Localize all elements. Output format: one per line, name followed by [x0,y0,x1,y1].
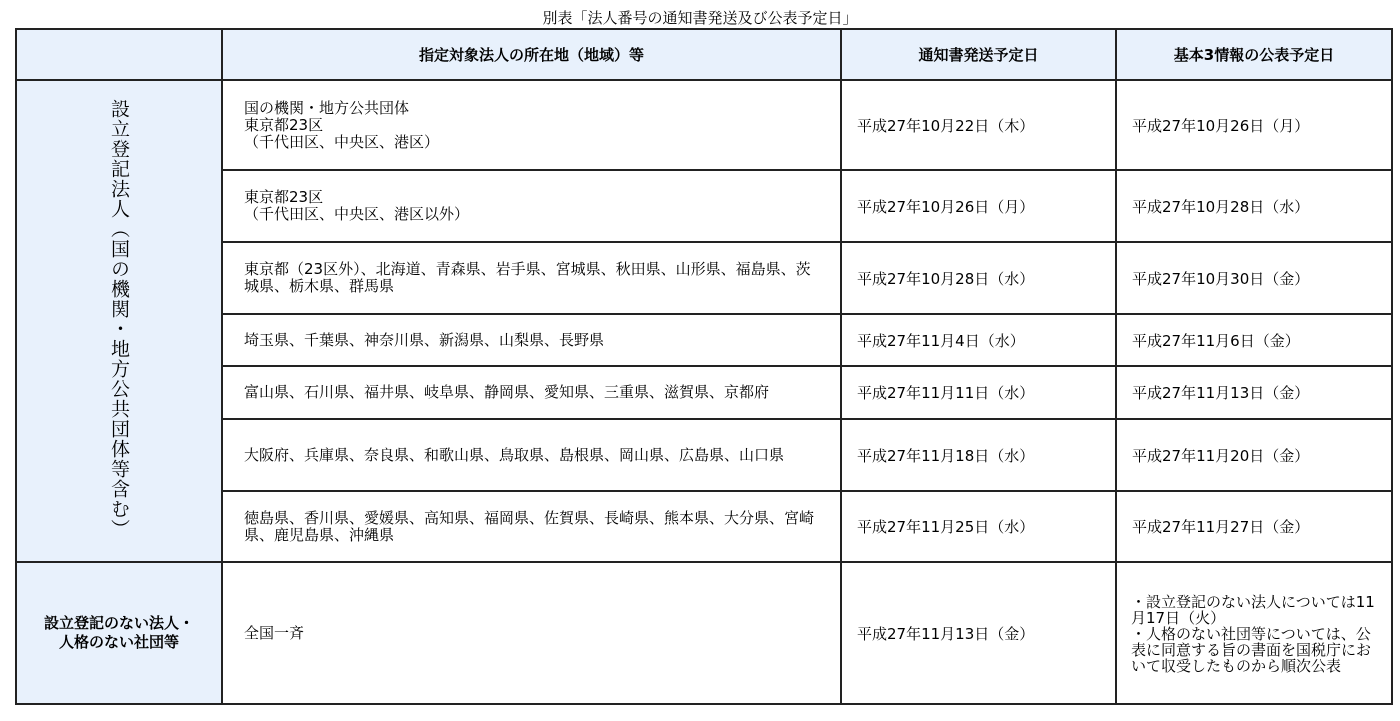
publish-date-cell: 平成27年11月13日（金） [1116,366,1392,419]
category-registered-cell [16,80,222,562]
table-row [16,366,1392,419]
table-row [16,314,1392,366]
schedule-table [15,28,1393,705]
notice-date-cell: 平成27年11月11日（水） [841,366,1116,419]
header-blank-cell [16,29,222,80]
notice-date-cell: 平成27年10月22日（木） [841,80,1116,170]
publish-date-cell: 平成27年11月6日（金） [1116,314,1392,366]
region-cell: 国の機関・地方公共団体 東京都23区 （千代田区、中央区、港区） [222,80,841,170]
region-cell: 全国一斉 [222,562,841,704]
publish-date-cell: 平成27年10月28日（水） [1116,170,1392,242]
notice-date-cell: 平成27年11月13日（金） [841,562,1116,704]
header-region: 指定対象法人の所在地（地域）等 [222,29,841,80]
table-row [16,562,1392,704]
notice-date-cell: 平成27年10月28日（水） [841,242,1116,314]
region-cell: 埼玉県、千葉県、神奈川県、新潟県、山梨県、長野県 [222,314,841,366]
header-notice-date: 通知書発送予定日 [841,29,1116,80]
region-cell: 徳島県、香川県、愛媛県、高知県、福岡県、佐賀県、長崎県、熊本県、大分県、宮崎県、鹿児島県、沖縄県 [222,491,841,562]
notice-date-cell: 平成27年10月26日（月） [841,170,1116,242]
table-caption: 別表「法人番号の通知書発送及び公表予定日」 [542,9,858,27]
region-cell: 東京都（23区外）、北海道、青森県、岩手県、宮城県、秋田県、山形県、福島県、茨城県、栃木県、群馬県 [222,242,841,314]
notice-date-cell: 平成27年11月25日（水） [841,491,1116,562]
table-row [16,170,1392,242]
region-cell: 東京都23区 （千代田区、中央区、港区以外） [222,170,841,242]
table-row [16,242,1392,314]
notice-date-cell: 平成27年11月4日（水） [841,314,1116,366]
publish-note-cell: ・設立登記のない法人については11月17日（火） ・人格のない社団等については、公表に同意する旨の書面を国税庁において収受したものから順次公表 [1116,562,1392,704]
publish-date-cell: 平成27年10月26日（月） [1116,80,1392,170]
table-row [16,419,1392,491]
table-header-row [16,29,1392,80]
publish-date-cell: 平成27年10月30日（金） [1116,242,1392,314]
category-unregistered-cell: 設立登記のない法人・ 人格のない社団等 [16,562,222,704]
notice-date-cell: 平成27年11月18日（水） [841,419,1116,491]
publish-date-cell: 平成27年11月27日（金） [1116,491,1392,562]
table-row [16,80,1392,170]
header-publish-date: 基本3情報の公表予定日 [1116,29,1392,80]
table-row [16,491,1392,562]
publish-date-cell: 平成27年11月20日（金） [1116,419,1392,491]
region-cell: 富山県、石川県、福井県、岐阜県、静岡県、愛知県、三重県、滋賀県、京都府 [222,366,841,419]
category-registered-label: 設立登記法人（国の機関・地方公共団体等含む） [108,99,130,539]
region-cell: 大阪府、兵庫県、奈良県、和歌山県、鳥取県、島根県、岡山県、広島県、山口県 [222,419,841,491]
